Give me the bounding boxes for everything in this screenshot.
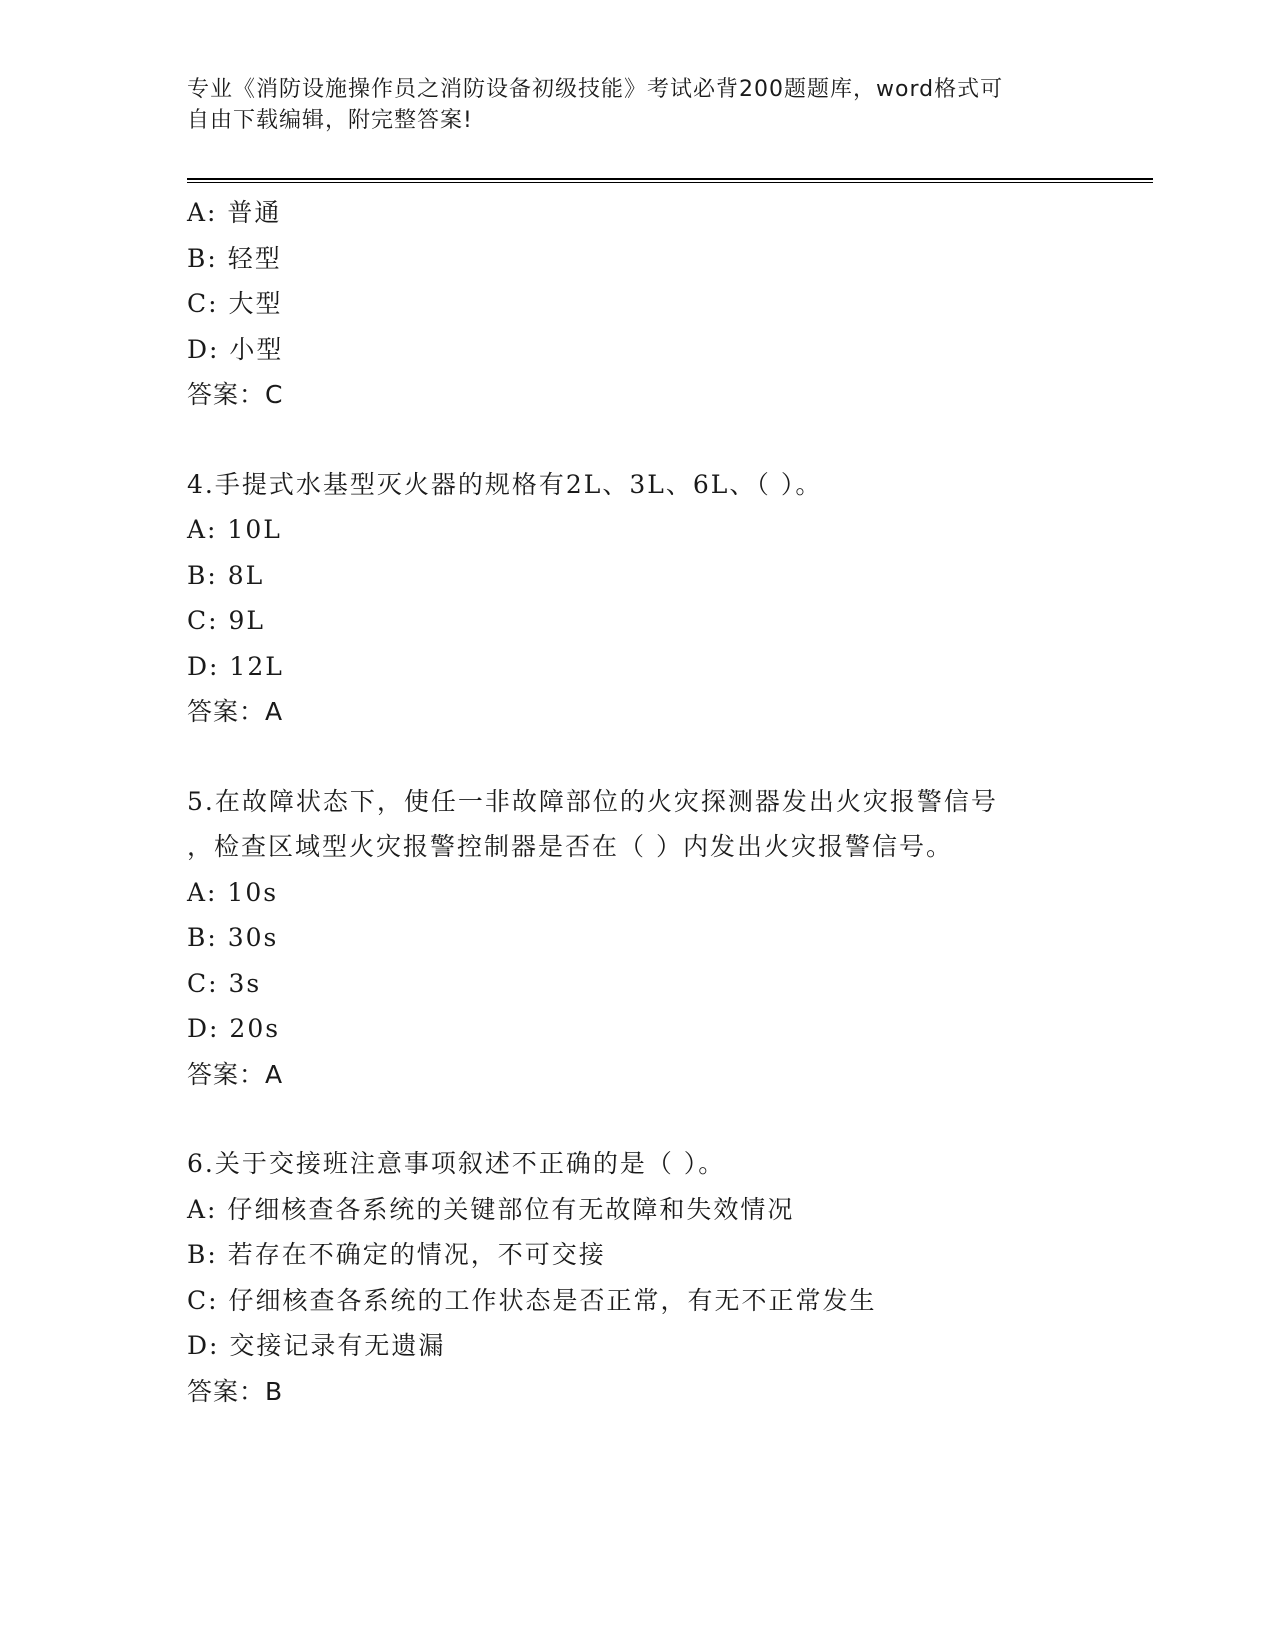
option-d: D: 20s [187,1014,281,1043]
header-line-1: 专业《消防设施操作员之消防设备初级技能》考试必背200题题库，word格式可 [187,77,1004,102]
answer-line: 答案：C [187,380,284,409]
option-c: C: 9L [187,606,266,635]
question-list [187,190,1153,1414]
question-block-3 [187,190,1153,418]
header-divider-thin [187,182,1153,183]
option-d: D: 12L [187,651,284,681]
answer-line: 答案：A [187,697,284,726]
question-text: 5.在故障状态下，使任一非故障部位的火灾探测器发出火灾报警信号 [187,786,998,816]
option-a: A: 10s [187,877,279,907]
answer-line: 答案：A [187,1059,284,1089]
option-b: B: 轻型 [187,243,282,273]
question-block-5 [187,779,1153,1098]
option-b: B: 8L [187,560,265,590]
question-text-continued: ，检查区域型火灾报警控制器是否在（ ）内发出火灾报警信号。 [187,832,953,861]
question-text: 4.手提式水基型灭火器的规格有2L、3L、6L、（ ）。 [187,469,823,499]
spacer [187,1097,1153,1141]
option-b: B: 若存在不确定的情况，不可交接 [187,1240,606,1269]
answer-line: 答案：B [187,1376,284,1406]
header-divider-thick [187,178,1153,180]
document-header [187,74,1087,136]
spacer [187,418,1153,462]
option-d: D: 小型 [187,334,284,364]
option-c: C: 仔细核查各系统的工作状态是否正常，有无不正常发生 [187,1285,877,1315]
spacer [187,735,1153,779]
option-d: D: 交接记录有无遗漏 [187,1331,446,1360]
option-b: B: 30s [187,923,279,952]
question-text: 6.关于交接班注意事项叙述不正确的是（ ）。 [187,1149,726,1178]
option-a: A: 普通 [187,198,282,227]
option-a: A: 10L [187,515,282,544]
question-block-4 [187,462,1153,735]
option-a: A: 仔细核查各系统的关键部位有无故障和失效情况 [187,1194,795,1224]
header-line-2: 自由下载编辑，附完整答案! [187,108,473,133]
option-c: C: 大型 [187,289,283,318]
option-c: C: 3s [187,968,262,998]
question-block-6 [187,1141,1153,1414]
